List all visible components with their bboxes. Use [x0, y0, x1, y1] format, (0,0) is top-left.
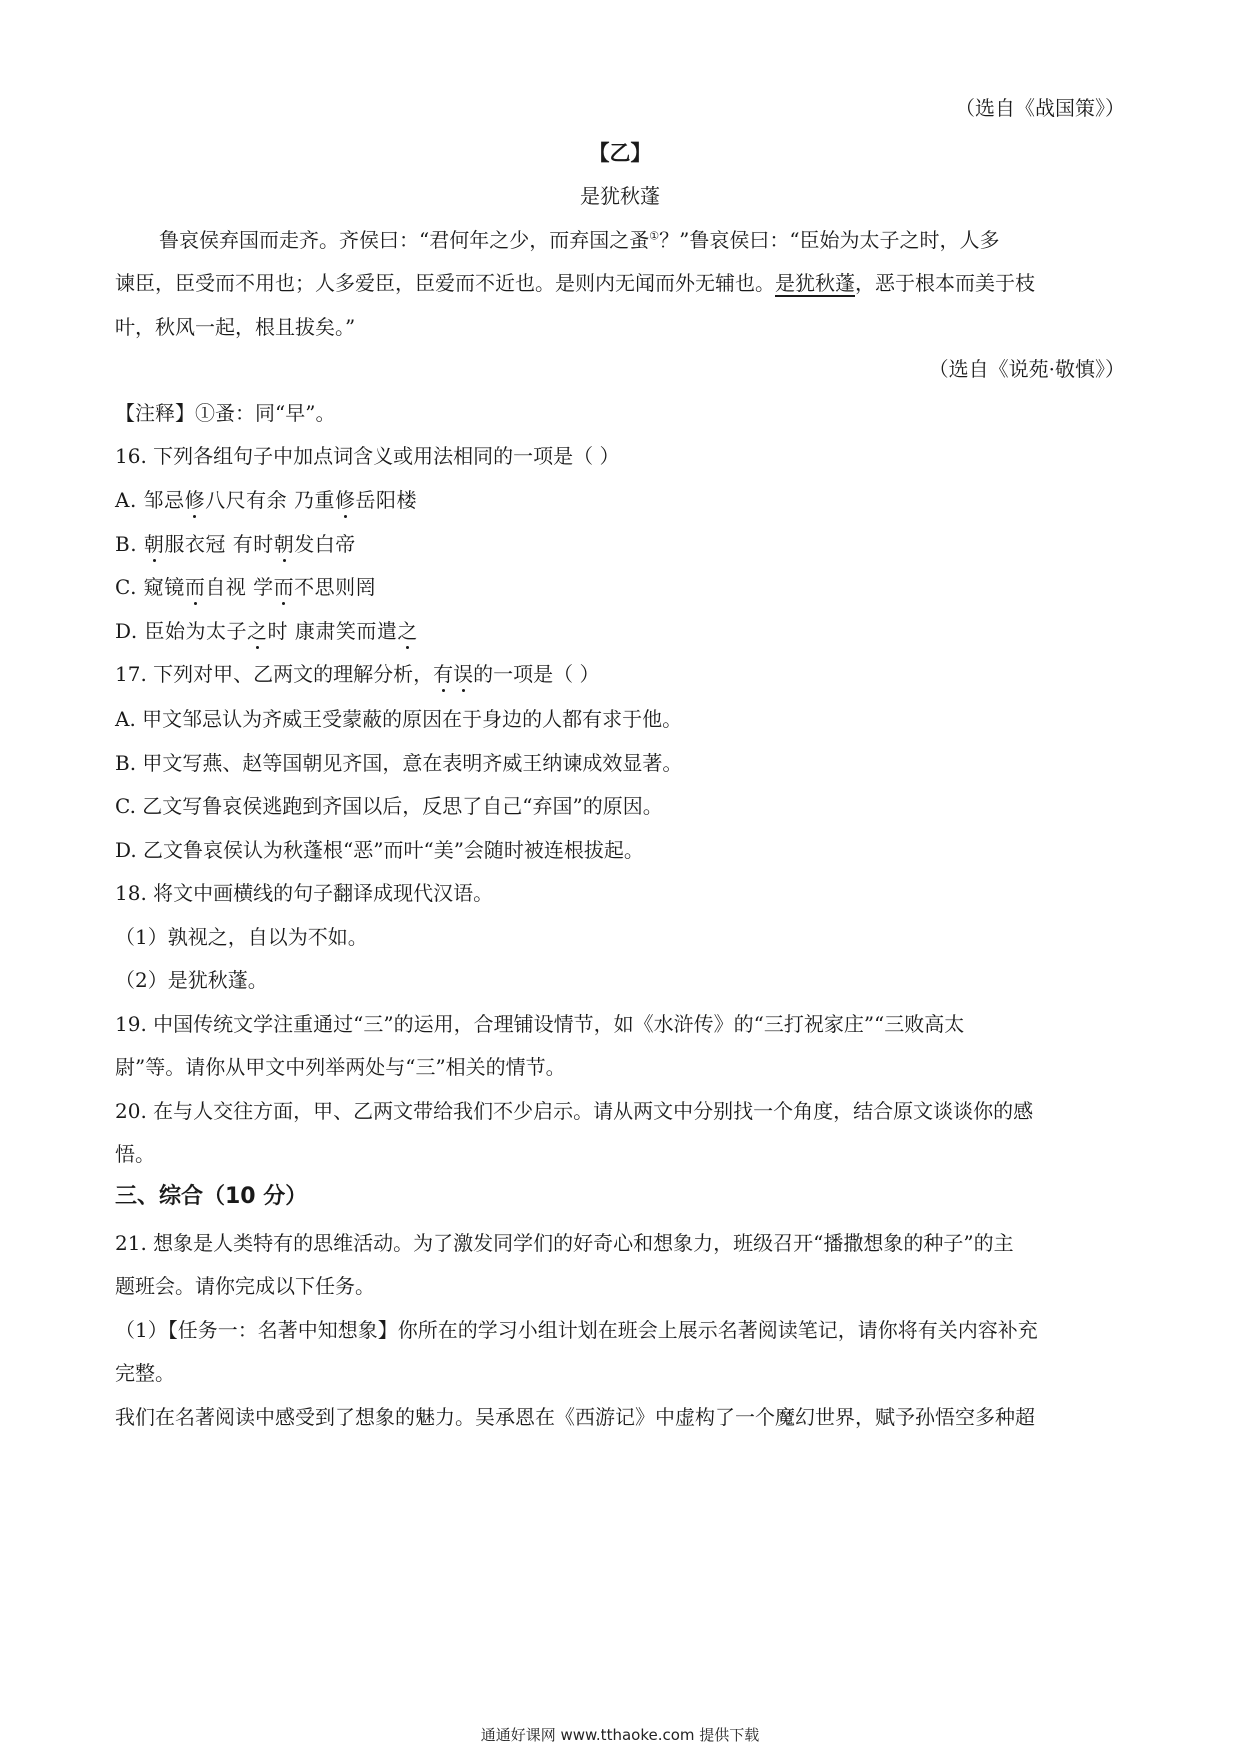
passage-text: ，恶于根本而美于枝: [855, 271, 1035, 295]
passage-line-2: [115, 270, 1125, 296]
dotted-char: 朝: [273, 532, 295, 556]
question-17-option-c: C. 乙文写鲁哀侯逃跑到齐国以后，反思了自己“弃国”的原因。: [115, 794, 663, 818]
question-16-option-a: A. 邹忌修八尺有余 乃重修岳阳楼: [115, 488, 418, 512]
question-17-option-d: D. 乙文鲁哀侯认为秋蓬根“恶”而叶“美”会随时被连根拔起。: [115, 838, 644, 862]
dotted-char: 修: [184, 488, 206, 512]
dotted-char: 朝: [143, 532, 165, 556]
passage-text: 谏臣，臣受而不用也；人多爱臣，臣爱而不近也。是则内无闻而外无辅也。: [115, 271, 775, 295]
section-b-title: 是犹秋蓬: [580, 184, 660, 208]
question-20-line-2: 悟。: [115, 1142, 155, 1166]
underlined-sentence: 是犹秋蓬: [775, 271, 855, 295]
question-18-item-1: （1）孰视之，自以为不如。: [115, 925, 368, 949]
question-16-option-d: D. 臣始为太子之时 康肃笑而遣之: [115, 619, 418, 643]
question-21-line-2: 题班会。请你完成以下任务。: [115, 1274, 375, 1298]
question-21-paragraph: 我们在名著阅读中感受到了想象的魅力。吴承恩在《西游记》中虚构了一个魔幻世界，赋予孙悟空多种超: [115, 1405, 1035, 1429]
section-3-heading: 三、综合（10 分）: [115, 1184, 308, 1209]
question-18-stem: 18. 将文中画横线的句子翻译成现代汉语。: [115, 881, 494, 905]
dotted-char: 而: [273, 575, 295, 599]
footnote-mark: ①: [649, 229, 660, 243]
dotted-char: 之: [247, 619, 268, 643]
passage-line-1: [115, 227, 1125, 253]
dotted-char: 误: [453, 662, 474, 686]
question-20-line-1: 20. 在与人交往方面，甲、乙两文带给我们不少启示。请从两文中分别找一个角度，结合原文谈谈你的感: [115, 1099, 1034, 1123]
dotted-char: 之: [397, 619, 418, 643]
question-17-option-b: B. 甲文写燕、赵等国朝见齐国，意在表明齐威王纳谏成效显著。: [115, 751, 683, 775]
question-16-stem: 16. 下列各组句子中加点词含义或用法相同的一项是（ ）: [115, 444, 620, 468]
question-21-line-1: 21. 想象是人类特有的思维活动。为了激发同学们的好奇心和想象力，班级召开“播撒想象的种子”的主: [115, 1231, 1014, 1255]
dotted-char: 修: [335, 488, 356, 512]
question-17-stem: 17. 下列对甲、乙两文的理解分析，有误的一项是（ ）: [115, 662, 600, 686]
passage-line-3: 叶，秋风一起，根且拔矣。”: [115, 315, 356, 339]
passage-text: 鲁哀侯弃国而走齐。齐侯曰：“君何年之少，而弃国之蚤: [159, 228, 650, 252]
passage-text: ？”鲁哀侯曰：“臣始为太子之时，人多: [659, 228, 1000, 252]
question-21-task-1-line-1: （1）【任务一：名著中知想象】你所在的学习小组计划在班会上展示名著阅读笔记，请你将有关内容补充: [115, 1318, 1038, 1342]
source-citation-b: （选自《说苑·敬慎》）: [928, 357, 1125, 381]
annotation-note: 【注释】①蚤：同“早”。: [115, 401, 336, 425]
dotted-char: 有: [433, 662, 454, 686]
question-17-option-a: A. 甲文邹忌认为齐威王受蒙蔽的原因在于身边的人都有求于他。: [115, 707, 683, 731]
page-footer: 通通好课网 www.tthaoke.com 提供下载: [480, 1726, 760, 1744]
dotted-char: 而: [184, 575, 206, 599]
section-b-heading: 【乙】: [588, 140, 652, 165]
question-19-line-1: 19. 中国传统文学注重通过“三”的运用，合理铺设情节，如《水浒传》的“三打祝家庄”“三败高太: [115, 1012, 965, 1036]
question-16-option-b: B. 朝服衣冠 有时朝发白帝: [115, 532, 356, 556]
source-citation-a: （选自《战国策》）: [955, 96, 1125, 120]
question-21-task-1-line-2: 完整。: [115, 1361, 175, 1385]
question-18-item-2: （2）是犹秋蓬。: [115, 968, 268, 992]
question-19-line-2: 尉”等。请你从甲文中列举两处与“三”相关的情节。: [115, 1055, 566, 1079]
question-16-option-c: C. 窥镜而自视 学而不思则罔: [115, 575, 377, 599]
